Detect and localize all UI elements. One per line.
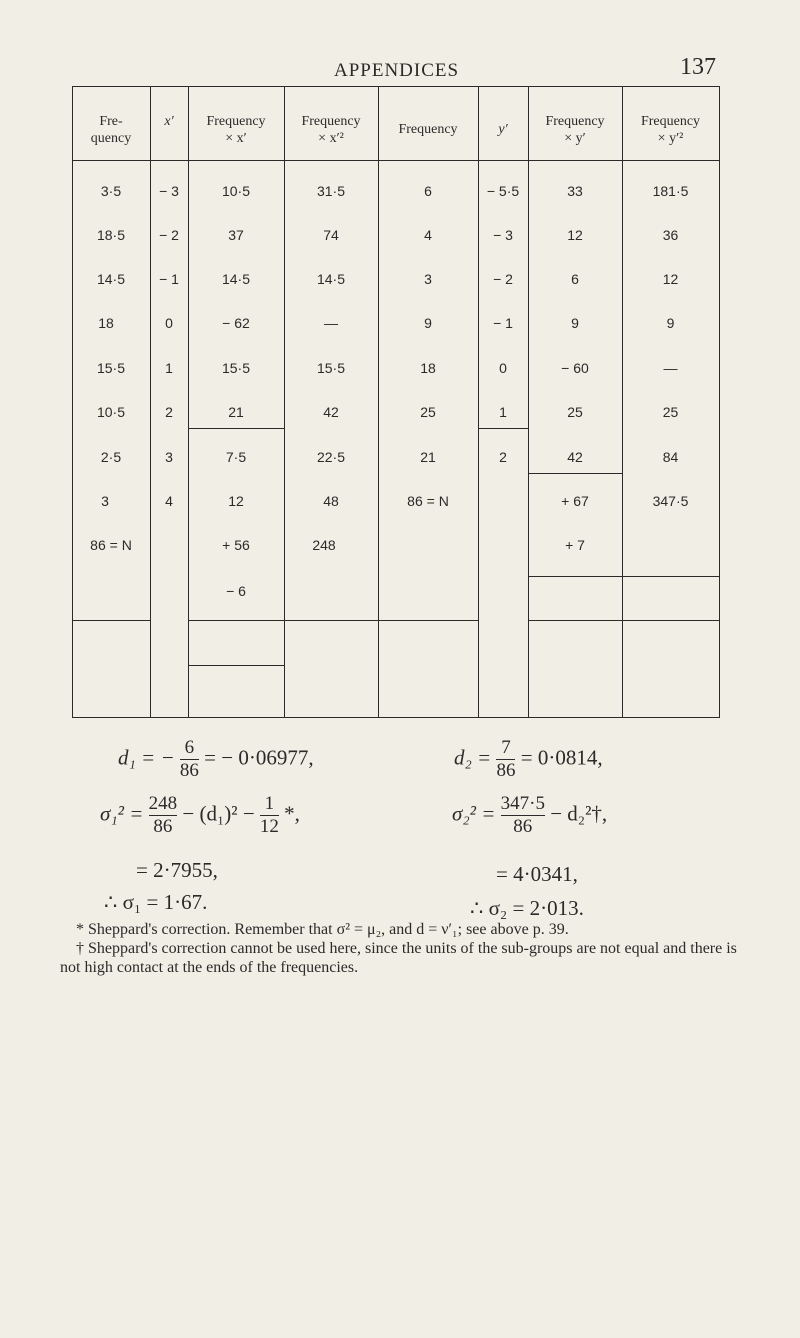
header-frequency: Fre- quency xyxy=(90,114,132,146)
table-cell: 2 xyxy=(165,404,173,420)
table-cell: − 1 xyxy=(159,271,179,287)
table-cell: − 3 xyxy=(493,227,513,243)
sum-rule xyxy=(72,620,150,621)
table-cell: 14·5 xyxy=(96,271,126,287)
col-rule xyxy=(188,86,189,718)
table-cell: — xyxy=(324,315,338,331)
table-cell: 15·5 xyxy=(96,360,126,376)
table-cell: 18·5 xyxy=(96,227,126,243)
table-cell: 12 xyxy=(567,227,583,243)
header-frequency-x: Frequency × x′ xyxy=(206,114,266,146)
table-total: 248 xyxy=(312,537,336,553)
table-cell: 15·5 xyxy=(316,360,346,376)
table-cell: 14·5 xyxy=(221,271,251,287)
formula-d2: d₂ = $\frac{7}{86}$ = 0·0814, xyxy=(454,737,603,781)
header-frequency-y2: Frequency × y′² xyxy=(640,114,701,146)
col-rule xyxy=(150,86,151,718)
sum-rule xyxy=(528,576,622,577)
table-cell: 15·5 xyxy=(221,360,251,376)
col-rule xyxy=(622,86,623,718)
frequency-table xyxy=(72,86,720,718)
table-cell: 4 xyxy=(165,493,173,509)
sum-rule xyxy=(188,665,284,666)
page-number: 137 xyxy=(680,54,716,80)
footnote-sheppard-correction: * Sheppard's correction. Remember that σ² = μ₂, and d = ν′₁; see above p. 39. xyxy=(76,921,569,938)
table-cell: 14·5 xyxy=(316,271,346,287)
table-cell: − 1 xyxy=(493,315,513,331)
col-rule xyxy=(478,86,479,718)
formula-sigma2-result: ∴ σ₂ = 2·013. xyxy=(470,896,584,920)
table-cell: 42 xyxy=(323,404,339,420)
header-frequency-x2: Frequency × x′² xyxy=(301,114,361,146)
header-frequency-y-prime: Frequency × y′ xyxy=(545,114,605,146)
table-cell: 37 xyxy=(228,227,244,243)
formula-sigma1-value: = 2·7955, xyxy=(136,858,218,882)
table-cell: 7·5 xyxy=(225,449,247,465)
sum-rule xyxy=(528,620,622,621)
table-subtotal: − 62 xyxy=(222,315,250,331)
header-y-prime: y′ xyxy=(498,122,508,137)
sum-rule xyxy=(188,620,284,621)
table-total: 86 = N xyxy=(407,493,449,509)
table-cell: 3 xyxy=(101,493,109,509)
table-cell: 2·5 xyxy=(100,449,122,465)
table-cell: − 3 xyxy=(159,183,179,199)
table-cell: 12 xyxy=(662,271,679,287)
table-cell: − 2 xyxy=(493,271,513,287)
col-rule xyxy=(378,86,379,718)
table-cell: 2 xyxy=(499,449,507,465)
col-rule xyxy=(528,86,529,718)
table-cell: 18 xyxy=(98,315,114,331)
table-cell: 3·5 xyxy=(100,183,122,199)
table-cell: 0 xyxy=(499,360,507,376)
table-cell: — xyxy=(663,360,678,376)
table-cell: − 5·5 xyxy=(486,183,520,199)
table-cell: 25 xyxy=(567,404,583,420)
table-cell: 18 xyxy=(420,360,436,376)
header-frequency-y: Frequency xyxy=(398,122,458,137)
table-total: 86 = N xyxy=(90,537,132,553)
table-total: − 6 xyxy=(226,583,246,599)
table-total: + 7 xyxy=(565,537,585,553)
table-cell: 1 xyxy=(165,360,173,376)
table-subtotal: + 56 xyxy=(222,537,250,553)
table-cell: 181·5 xyxy=(652,183,689,199)
sum-rule xyxy=(188,428,284,429)
table-cell: 33 xyxy=(567,183,583,199)
footnotes xyxy=(60,920,746,977)
table-cell: 25 xyxy=(662,404,679,420)
table-cell: 6 xyxy=(571,271,579,287)
table-cell: 4 xyxy=(424,227,432,243)
formula-sigma2-squared: σ₂² = $\frac{347\cdot 5}{86}$ − d₂²†, xyxy=(452,793,608,837)
table-cell: 84 xyxy=(662,449,679,465)
table-cell: 21 xyxy=(228,404,244,420)
sum-rule xyxy=(378,620,478,621)
col-rule xyxy=(72,86,73,718)
table-cell: 31·5 xyxy=(316,183,346,199)
table-cell: 36 xyxy=(662,227,679,243)
sum-rule xyxy=(284,620,378,621)
table-cell: 21 xyxy=(420,449,436,465)
table-total: 347·5 xyxy=(652,493,689,509)
table-cell: 1 xyxy=(499,404,507,420)
table-cell: 25 xyxy=(420,404,436,420)
sum-rule xyxy=(528,473,622,474)
table-cell: 9 xyxy=(666,315,675,331)
table-cell: 22·5 xyxy=(316,449,346,465)
formula-sigma1-result: ∴ σ₁ = 1·67. xyxy=(104,890,208,914)
table-cell: 6 xyxy=(424,183,432,199)
table-cell: 42 xyxy=(567,449,583,465)
sum-rule xyxy=(622,576,719,577)
table-cell: 12 xyxy=(228,493,244,509)
sum-rule xyxy=(478,428,528,429)
running-head: APPENDICES xyxy=(334,60,460,81)
formula-sigma1-squared: σ₁² = $\frac{248}{86}$ − (d₁)² − $\frac{1}{12}$ *, xyxy=(100,793,300,837)
formula-d1: d₁ = − $\frac{6}{86}$ = − 0·06977, xyxy=(118,737,314,781)
footnote-sheppard-not-applicable: † Sheppard's correction cannot be used here, since the units of the sub-groups are not equal and there is not high contact at the ends of the frequencies. xyxy=(60,940,737,976)
col-rule xyxy=(719,86,720,718)
table-cell: 10·5 xyxy=(96,404,126,420)
table-cell: 3 xyxy=(424,271,432,287)
table-cell: 9 xyxy=(424,315,432,331)
header-x-prime: x′ xyxy=(164,114,174,129)
table-cell: 74 xyxy=(323,227,339,243)
table-cell: 9 xyxy=(571,315,579,331)
table-cell: 48 xyxy=(323,493,339,509)
table-cell: 3 xyxy=(165,449,173,465)
col-rule xyxy=(284,86,285,718)
table-subtotal: + 67 xyxy=(561,493,589,509)
table-cell: − 2 xyxy=(159,227,179,243)
table-cell: 10·5 xyxy=(221,183,251,199)
sum-rule xyxy=(622,620,719,621)
table-subtotal: − 60 xyxy=(561,360,589,376)
table-cell: 0 xyxy=(165,315,173,331)
formula-sigma2-value: = 4·0341, xyxy=(496,862,578,886)
